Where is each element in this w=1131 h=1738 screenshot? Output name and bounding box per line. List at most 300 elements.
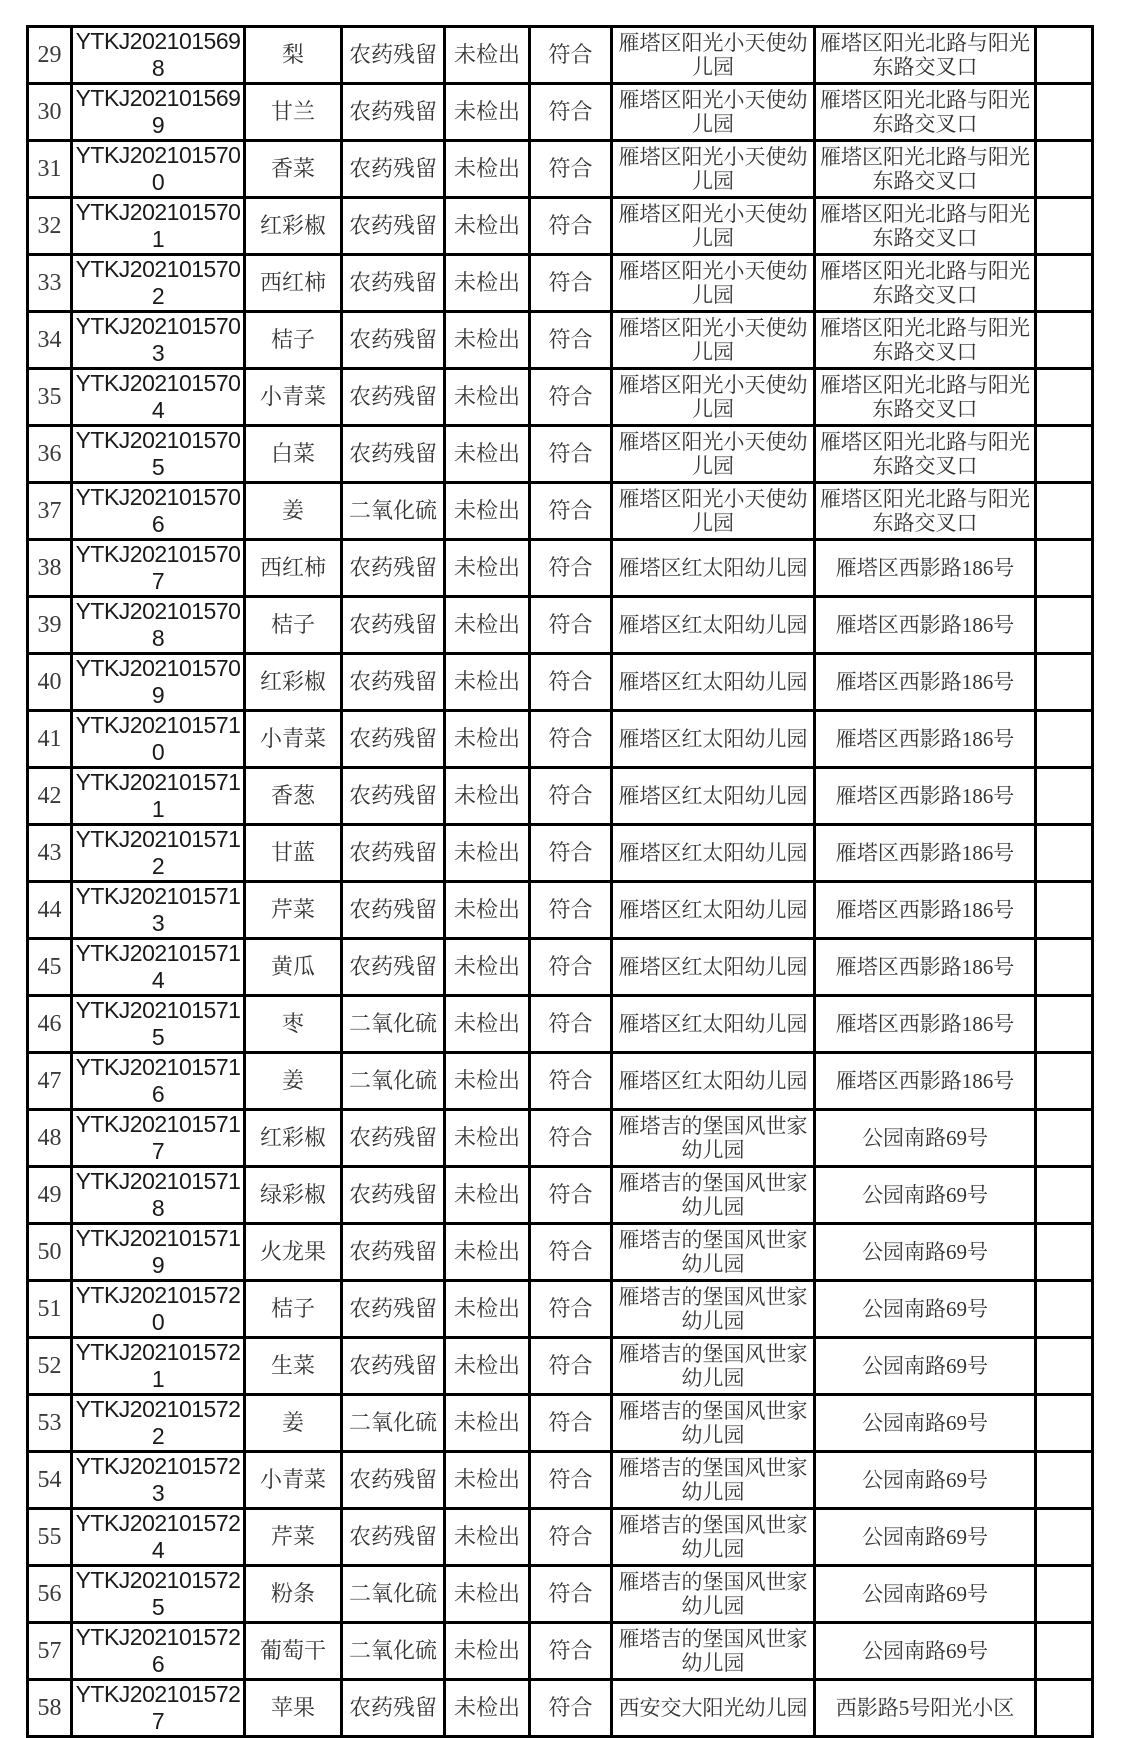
table-row	[28, 84, 1093, 141]
food-name-cell: 姜	[245, 483, 342, 540]
table-row	[28, 996, 1093, 1053]
result-cell: 未检出	[445, 1167, 530, 1224]
facility-cell: 雁塔区红太阳幼儿园	[612, 825, 815, 882]
address-cell: 公园南路69号	[815, 1566, 1036, 1623]
food-name-cell: 梨	[245, 27, 342, 84]
facility-cell: 雁塔吉的堡国风世家幼儿园	[612, 1395, 815, 1452]
result-cell: 未检出	[445, 1224, 530, 1281]
row-number-cell: 44	[28, 882, 72, 939]
result-cell: 未检出	[445, 1281, 530, 1338]
test-item-cell: 农药残留	[342, 768, 445, 825]
address-cell: 雁塔区阳光北路与阳光东路交叉口	[815, 255, 1036, 312]
sample-id-cell: YTKJ2021015698	[72, 27, 245, 84]
sample-id-cell: YTKJ2021015719	[72, 1224, 245, 1281]
conformity-cell: 符合	[530, 27, 612, 84]
row-number-cell: 50	[28, 1224, 72, 1281]
sample-id-cell: YTKJ2021015718	[72, 1167, 245, 1224]
test-item-cell: 二氧化硫	[342, 1623, 445, 1680]
result-cell: 未检出	[445, 882, 530, 939]
sample-id-cell: YTKJ2021015724	[72, 1509, 245, 1566]
food-name-cell: 生菜	[245, 1338, 342, 1395]
row-number-cell: 47	[28, 1053, 72, 1110]
remark-cell	[1036, 1452, 1093, 1509]
test-item-cell: 农药残留	[342, 1680, 445, 1737]
address-cell: 雁塔区西影路186号	[815, 996, 1036, 1053]
food-name-cell: 甘蓝	[245, 825, 342, 882]
facility-cell: 雁塔区红太阳幼儿园	[612, 597, 815, 654]
inspection-results-table	[26, 25, 1094, 1738]
address-cell: 雁塔区西影路186号	[815, 768, 1036, 825]
conformity-cell: 符合	[530, 939, 612, 996]
conformity-cell: 符合	[530, 996, 612, 1053]
food-name-cell: 香葱	[245, 768, 342, 825]
test-item-cell: 农药残留	[342, 1281, 445, 1338]
test-item-cell: 农药残留	[342, 1224, 445, 1281]
remark-cell	[1036, 996, 1093, 1053]
row-number-cell: 40	[28, 654, 72, 711]
food-name-cell: 白菜	[245, 426, 342, 483]
test-item-cell: 农药残留	[342, 369, 445, 426]
facility-cell: 雁塔区红太阳幼儿园	[612, 540, 815, 597]
facility-cell: 雁塔区阳光小天使幼儿园	[612, 483, 815, 540]
address-cell: 公园南路69号	[815, 1167, 1036, 1224]
address-cell: 公园南路69号	[815, 1338, 1036, 1395]
facility-cell: 雁塔区红太阳幼儿园	[612, 939, 815, 996]
table-row	[28, 768, 1093, 825]
sample-id-cell: YTKJ2021015712	[72, 825, 245, 882]
facility-cell: 西安交大阳光幼儿园	[612, 1680, 815, 1737]
result-cell: 未检出	[445, 255, 530, 312]
test-item-cell: 农药残留	[342, 255, 445, 312]
facility-cell: 雁塔区红太阳幼儿园	[612, 768, 815, 825]
facility-cell: 雁塔吉的堡国风世家幼儿园	[612, 1167, 815, 1224]
table-row	[28, 255, 1093, 312]
remark-cell	[1036, 198, 1093, 255]
row-number-cell: 41	[28, 711, 72, 768]
table-row	[28, 654, 1093, 711]
conformity-cell: 符合	[530, 369, 612, 426]
remark-cell	[1036, 369, 1093, 426]
remark-cell	[1036, 1509, 1093, 1566]
food-name-cell: 香菜	[245, 141, 342, 198]
sample-id-cell: YTKJ2021015717	[72, 1110, 245, 1167]
food-name-cell: 甘兰	[245, 84, 342, 141]
row-number-cell: 34	[28, 312, 72, 369]
remark-cell	[1036, 825, 1093, 882]
remark-cell	[1036, 141, 1093, 198]
sample-id-cell: YTKJ2021015711	[72, 768, 245, 825]
test-item-cell: 二氧化硫	[342, 1395, 445, 1452]
sample-id-cell: YTKJ2021015723	[72, 1452, 245, 1509]
table-row	[28, 1338, 1093, 1395]
result-cell: 未检出	[445, 825, 530, 882]
conformity-cell: 符合	[530, 711, 612, 768]
test-item-cell: 二氧化硫	[342, 996, 445, 1053]
test-item-cell: 农药残留	[342, 882, 445, 939]
conformity-cell: 符合	[530, 654, 612, 711]
row-number-cell: 55	[28, 1509, 72, 1566]
food-name-cell: 枣	[245, 996, 342, 1053]
food-name-cell: 黄瓜	[245, 939, 342, 996]
row-number-cell: 36	[28, 426, 72, 483]
conformity-cell: 符合	[530, 1395, 612, 1452]
facility-cell: 雁塔区阳光小天使幼儿园	[612, 255, 815, 312]
table-row	[28, 426, 1093, 483]
conformity-cell: 符合	[530, 426, 612, 483]
facility-cell: 雁塔区阳光小天使幼儿园	[612, 198, 815, 255]
result-cell: 未检出	[445, 1623, 530, 1680]
address-cell: 公园南路69号	[815, 1623, 1036, 1680]
table-row	[28, 1167, 1093, 1224]
conformity-cell: 符合	[530, 1452, 612, 1509]
table-row	[28, 1224, 1093, 1281]
address-cell: 雁塔区西影路186号	[815, 654, 1036, 711]
address-cell: 公园南路69号	[815, 1452, 1036, 1509]
sample-id-cell: YTKJ2021015708	[72, 597, 245, 654]
table-row	[28, 1680, 1093, 1737]
test-item-cell: 农药残留	[342, 1338, 445, 1395]
food-name-cell: 红彩椒	[245, 198, 342, 255]
conformity-cell: 符合	[530, 597, 612, 654]
conformity-cell: 符合	[530, 1623, 612, 1680]
table-row	[28, 825, 1093, 882]
sample-id-cell: YTKJ2021015706	[72, 483, 245, 540]
address-cell: 公园南路69号	[815, 1509, 1036, 1566]
result-cell: 未检出	[445, 1566, 530, 1623]
sample-id-cell: YTKJ2021015715	[72, 996, 245, 1053]
result-cell: 未检出	[445, 654, 530, 711]
food-name-cell: 桔子	[245, 312, 342, 369]
address-cell: 雁塔区阳光北路与阳光东路交叉口	[815, 369, 1036, 426]
table-row	[28, 597, 1093, 654]
result-cell: 未检出	[445, 1338, 530, 1395]
food-name-cell: 姜	[245, 1395, 342, 1452]
remark-cell	[1036, 27, 1093, 84]
table-row	[28, 540, 1093, 597]
address-cell: 雁塔区阳光北路与阳光东路交叉口	[815, 198, 1036, 255]
food-name-cell: 粉条	[245, 1566, 342, 1623]
table-row	[28, 141, 1093, 198]
facility-cell: 雁塔区红太阳幼儿园	[612, 654, 815, 711]
test-item-cell: 农药残留	[342, 84, 445, 141]
result-cell: 未检出	[445, 996, 530, 1053]
row-number-cell: 52	[28, 1338, 72, 1395]
row-number-cell: 30	[28, 84, 72, 141]
address-cell: 雁塔区西影路186号	[815, 540, 1036, 597]
sample-id-cell: YTKJ2021015707	[72, 540, 245, 597]
address-cell: 雁塔区阳光北路与阳光东路交叉口	[815, 27, 1036, 84]
result-cell: 未检出	[445, 426, 530, 483]
address-cell: 雁塔区西影路186号	[815, 825, 1036, 882]
food-name-cell: 红彩椒	[245, 654, 342, 711]
facility-cell: 雁塔吉的堡国风世家幼儿园	[612, 1509, 815, 1566]
facility-cell: 雁塔区红太阳幼儿园	[612, 882, 815, 939]
facility-cell: 雁塔吉的堡国风世家幼儿园	[612, 1338, 815, 1395]
remark-cell	[1036, 1053, 1093, 1110]
row-number-cell: 57	[28, 1623, 72, 1680]
conformity-cell: 符合	[530, 768, 612, 825]
table-row	[28, 27, 1093, 84]
test-item-cell: 农药残留	[342, 1110, 445, 1167]
row-number-cell: 43	[28, 825, 72, 882]
facility-cell: 雁塔区阳光小天使幼儿园	[612, 141, 815, 198]
row-number-cell: 53	[28, 1395, 72, 1452]
facility-cell: 雁塔吉的堡国风世家幼儿园	[612, 1452, 815, 1509]
facility-cell: 雁塔区红太阳幼儿园	[612, 711, 815, 768]
sample-id-cell: YTKJ2021015701	[72, 198, 245, 255]
conformity-cell: 符合	[530, 882, 612, 939]
food-name-cell: 芹菜	[245, 1509, 342, 1566]
row-number-cell: 29	[28, 27, 72, 84]
food-name-cell: 火龙果	[245, 1224, 342, 1281]
sample-id-cell: YTKJ2021015713	[72, 882, 245, 939]
food-name-cell: 小青菜	[245, 711, 342, 768]
address-cell: 雁塔区阳光北路与阳光东路交叉口	[815, 84, 1036, 141]
food-name-cell: 葡萄干	[245, 1623, 342, 1680]
table-row	[28, 369, 1093, 426]
row-number-cell: 38	[28, 540, 72, 597]
remark-cell	[1036, 84, 1093, 141]
conformity-cell: 符合	[530, 141, 612, 198]
sample-id-cell: YTKJ2021015705	[72, 426, 245, 483]
table-row	[28, 1623, 1093, 1680]
table-row	[28, 1053, 1093, 1110]
conformity-cell: 符合	[530, 84, 612, 141]
remark-cell	[1036, 1338, 1093, 1395]
remark-cell	[1036, 1395, 1093, 1452]
food-name-cell: 小青菜	[245, 369, 342, 426]
row-number-cell: 45	[28, 939, 72, 996]
test-item-cell: 农药残留	[342, 711, 445, 768]
row-number-cell: 33	[28, 255, 72, 312]
table-row	[28, 1395, 1093, 1452]
remark-cell	[1036, 882, 1093, 939]
conformity-cell: 符合	[530, 1680, 612, 1737]
facility-cell: 雁塔区红太阳幼儿园	[612, 1053, 815, 1110]
result-cell: 未检出	[445, 1395, 530, 1452]
food-name-cell: 桔子	[245, 1281, 342, 1338]
address-cell: 公园南路69号	[815, 1110, 1036, 1167]
remark-cell	[1036, 1566, 1093, 1623]
result-cell: 未检出	[445, 369, 530, 426]
result-cell: 未检出	[445, 27, 530, 84]
address-cell: 雁塔区阳光北路与阳光东路交叉口	[815, 312, 1036, 369]
facility-cell: 雁塔区阳光小天使幼儿园	[612, 84, 815, 141]
row-number-cell: 31	[28, 141, 72, 198]
remark-cell	[1036, 1623, 1093, 1680]
result-cell: 未检出	[445, 597, 530, 654]
row-number-cell: 56	[28, 1566, 72, 1623]
food-name-cell: 西红柿	[245, 255, 342, 312]
address-cell: 公园南路69号	[815, 1395, 1036, 1452]
sample-id-cell: YTKJ2021015699	[72, 84, 245, 141]
row-number-cell: 42	[28, 768, 72, 825]
remark-cell	[1036, 1110, 1093, 1167]
address-cell: 雁塔区西影路186号	[815, 1053, 1036, 1110]
test-item-cell: 农药残留	[342, 654, 445, 711]
result-cell: 未检出	[445, 1110, 530, 1167]
sample-id-cell: YTKJ2021015700	[72, 141, 245, 198]
test-item-cell: 农药残留	[342, 27, 445, 84]
table-body	[28, 27, 1093, 1737]
facility-cell: 雁塔吉的堡国风世家幼儿园	[612, 1566, 815, 1623]
table-row	[28, 1281, 1093, 1338]
result-cell: 未检出	[445, 483, 530, 540]
result-cell: 未检出	[445, 1680, 530, 1737]
facility-cell: 雁塔吉的堡国风世家幼儿园	[612, 1224, 815, 1281]
result-cell: 未检出	[445, 1452, 530, 1509]
food-name-cell: 芹菜	[245, 882, 342, 939]
conformity-cell: 符合	[530, 255, 612, 312]
remark-cell	[1036, 483, 1093, 540]
result-cell: 未检出	[445, 768, 530, 825]
row-number-cell: 54	[28, 1452, 72, 1509]
test-item-cell: 农药残留	[342, 426, 445, 483]
row-number-cell: 51	[28, 1281, 72, 1338]
sample-id-cell: YTKJ2021015702	[72, 255, 245, 312]
address-cell: 公园南路69号	[815, 1281, 1036, 1338]
table-row	[28, 1509, 1093, 1566]
result-cell: 未检出	[445, 198, 530, 255]
table-row	[28, 483, 1093, 540]
test-item-cell: 农药残留	[342, 198, 445, 255]
address-cell: 雁塔区阳光北路与阳光东路交叉口	[815, 483, 1036, 540]
remark-cell	[1036, 1680, 1093, 1737]
remark-cell	[1036, 1167, 1093, 1224]
conformity-cell: 符合	[530, 1509, 612, 1566]
address-cell: 西影路5号阳光小区	[815, 1680, 1036, 1737]
row-number-cell: 48	[28, 1110, 72, 1167]
sample-id-cell: YTKJ2021015703	[72, 312, 245, 369]
food-name-cell: 西红柿	[245, 540, 342, 597]
result-cell: 未检出	[445, 540, 530, 597]
address-cell: 雁塔区阳光北路与阳光东路交叉口	[815, 141, 1036, 198]
address-cell: 公园南路69号	[815, 1224, 1036, 1281]
conformity-cell: 符合	[530, 198, 612, 255]
facility-cell: 雁塔区阳光小天使幼儿园	[612, 369, 815, 426]
facility-cell: 雁塔区阳光小天使幼儿园	[612, 426, 815, 483]
address-cell: 雁塔区西影路186号	[815, 711, 1036, 768]
sample-id-cell: YTKJ2021015726	[72, 1623, 245, 1680]
remark-cell	[1036, 312, 1093, 369]
row-number-cell: 49	[28, 1167, 72, 1224]
food-name-cell: 桔子	[245, 597, 342, 654]
food-name-cell: 红彩椒	[245, 1110, 342, 1167]
conformity-cell: 符合	[530, 1224, 612, 1281]
test-item-cell: 二氧化硫	[342, 1566, 445, 1623]
sample-id-cell: YTKJ2021015725	[72, 1566, 245, 1623]
facility-cell: 雁塔区阳光小天使幼儿园	[612, 312, 815, 369]
result-cell: 未检出	[445, 312, 530, 369]
table-row	[28, 312, 1093, 369]
table-row	[28, 882, 1093, 939]
address-cell: 雁塔区西影路186号	[815, 597, 1036, 654]
sample-id-cell: YTKJ2021015716	[72, 1053, 245, 1110]
result-cell: 未检出	[445, 1509, 530, 1566]
test-item-cell: 农药残留	[342, 1452, 445, 1509]
row-number-cell: 37	[28, 483, 72, 540]
row-number-cell: 35	[28, 369, 72, 426]
table-row	[28, 1452, 1093, 1509]
remark-cell	[1036, 711, 1093, 768]
sample-id-cell: YTKJ2021015709	[72, 654, 245, 711]
address-cell: 雁塔区西影路186号	[815, 939, 1036, 996]
conformity-cell: 符合	[530, 483, 612, 540]
conformity-cell: 符合	[530, 825, 612, 882]
address-cell: 雁塔区西影路186号	[815, 882, 1036, 939]
food-name-cell: 小青菜	[245, 1452, 342, 1509]
remark-cell	[1036, 939, 1093, 996]
result-cell: 未检出	[445, 84, 530, 141]
conformity-cell: 符合	[530, 1110, 612, 1167]
sample-id-cell: YTKJ2021015727	[72, 1680, 245, 1737]
test-item-cell: 农药残留	[342, 540, 445, 597]
remark-cell	[1036, 597, 1093, 654]
conformity-cell: 符合	[530, 1281, 612, 1338]
facility-cell: 雁塔区红太阳幼儿园	[612, 996, 815, 1053]
remark-cell	[1036, 540, 1093, 597]
conformity-cell: 符合	[530, 1053, 612, 1110]
table-row	[28, 939, 1093, 996]
food-name-cell: 苹果	[245, 1680, 342, 1737]
test-item-cell: 农药残留	[342, 1167, 445, 1224]
result-cell: 未检出	[445, 1053, 530, 1110]
facility-cell: 雁塔区阳光小天使幼儿园	[612, 27, 815, 84]
table-row	[28, 711, 1093, 768]
conformity-cell: 符合	[530, 1566, 612, 1623]
conformity-cell: 符合	[530, 540, 612, 597]
row-number-cell: 58	[28, 1680, 72, 1737]
sample-id-cell: YTKJ2021015722	[72, 1395, 245, 1452]
remark-cell	[1036, 768, 1093, 825]
remark-cell	[1036, 426, 1093, 483]
result-cell: 未检出	[445, 711, 530, 768]
sample-id-cell: YTKJ2021015721	[72, 1338, 245, 1395]
remark-cell	[1036, 1224, 1093, 1281]
facility-cell: 雁塔吉的堡国风世家幼儿园	[612, 1110, 815, 1167]
row-number-cell: 39	[28, 597, 72, 654]
remark-cell	[1036, 255, 1093, 312]
remark-cell	[1036, 1281, 1093, 1338]
conformity-cell: 符合	[530, 1338, 612, 1395]
row-number-cell: 46	[28, 996, 72, 1053]
address-cell: 雁塔区阳光北路与阳光东路交叉口	[815, 426, 1036, 483]
table-row	[28, 1566, 1093, 1623]
result-cell: 未检出	[445, 141, 530, 198]
facility-cell: 雁塔吉的堡国风世家幼儿园	[612, 1281, 815, 1338]
food-name-cell: 绿彩椒	[245, 1167, 342, 1224]
test-item-cell: 农药残留	[342, 939, 445, 996]
sample-id-cell: YTKJ2021015710	[72, 711, 245, 768]
table-row	[28, 198, 1093, 255]
conformity-cell: 符合	[530, 312, 612, 369]
test-item-cell: 农药残留	[342, 1509, 445, 1566]
sample-id-cell: YTKJ2021015704	[72, 369, 245, 426]
test-item-cell: 农药残留	[342, 597, 445, 654]
table-row	[28, 1110, 1093, 1167]
sample-id-cell: YTKJ2021015720	[72, 1281, 245, 1338]
test-item-cell: 农药残留	[342, 825, 445, 882]
result-cell: 未检出	[445, 939, 530, 996]
test-item-cell: 二氧化硫	[342, 483, 445, 540]
row-number-cell: 32	[28, 198, 72, 255]
test-item-cell: 农药残留	[342, 312, 445, 369]
remark-cell	[1036, 654, 1093, 711]
conformity-cell: 符合	[530, 1167, 612, 1224]
test-item-cell: 二氧化硫	[342, 1053, 445, 1110]
test-item-cell: 农药残留	[342, 141, 445, 198]
food-name-cell: 姜	[245, 1053, 342, 1110]
